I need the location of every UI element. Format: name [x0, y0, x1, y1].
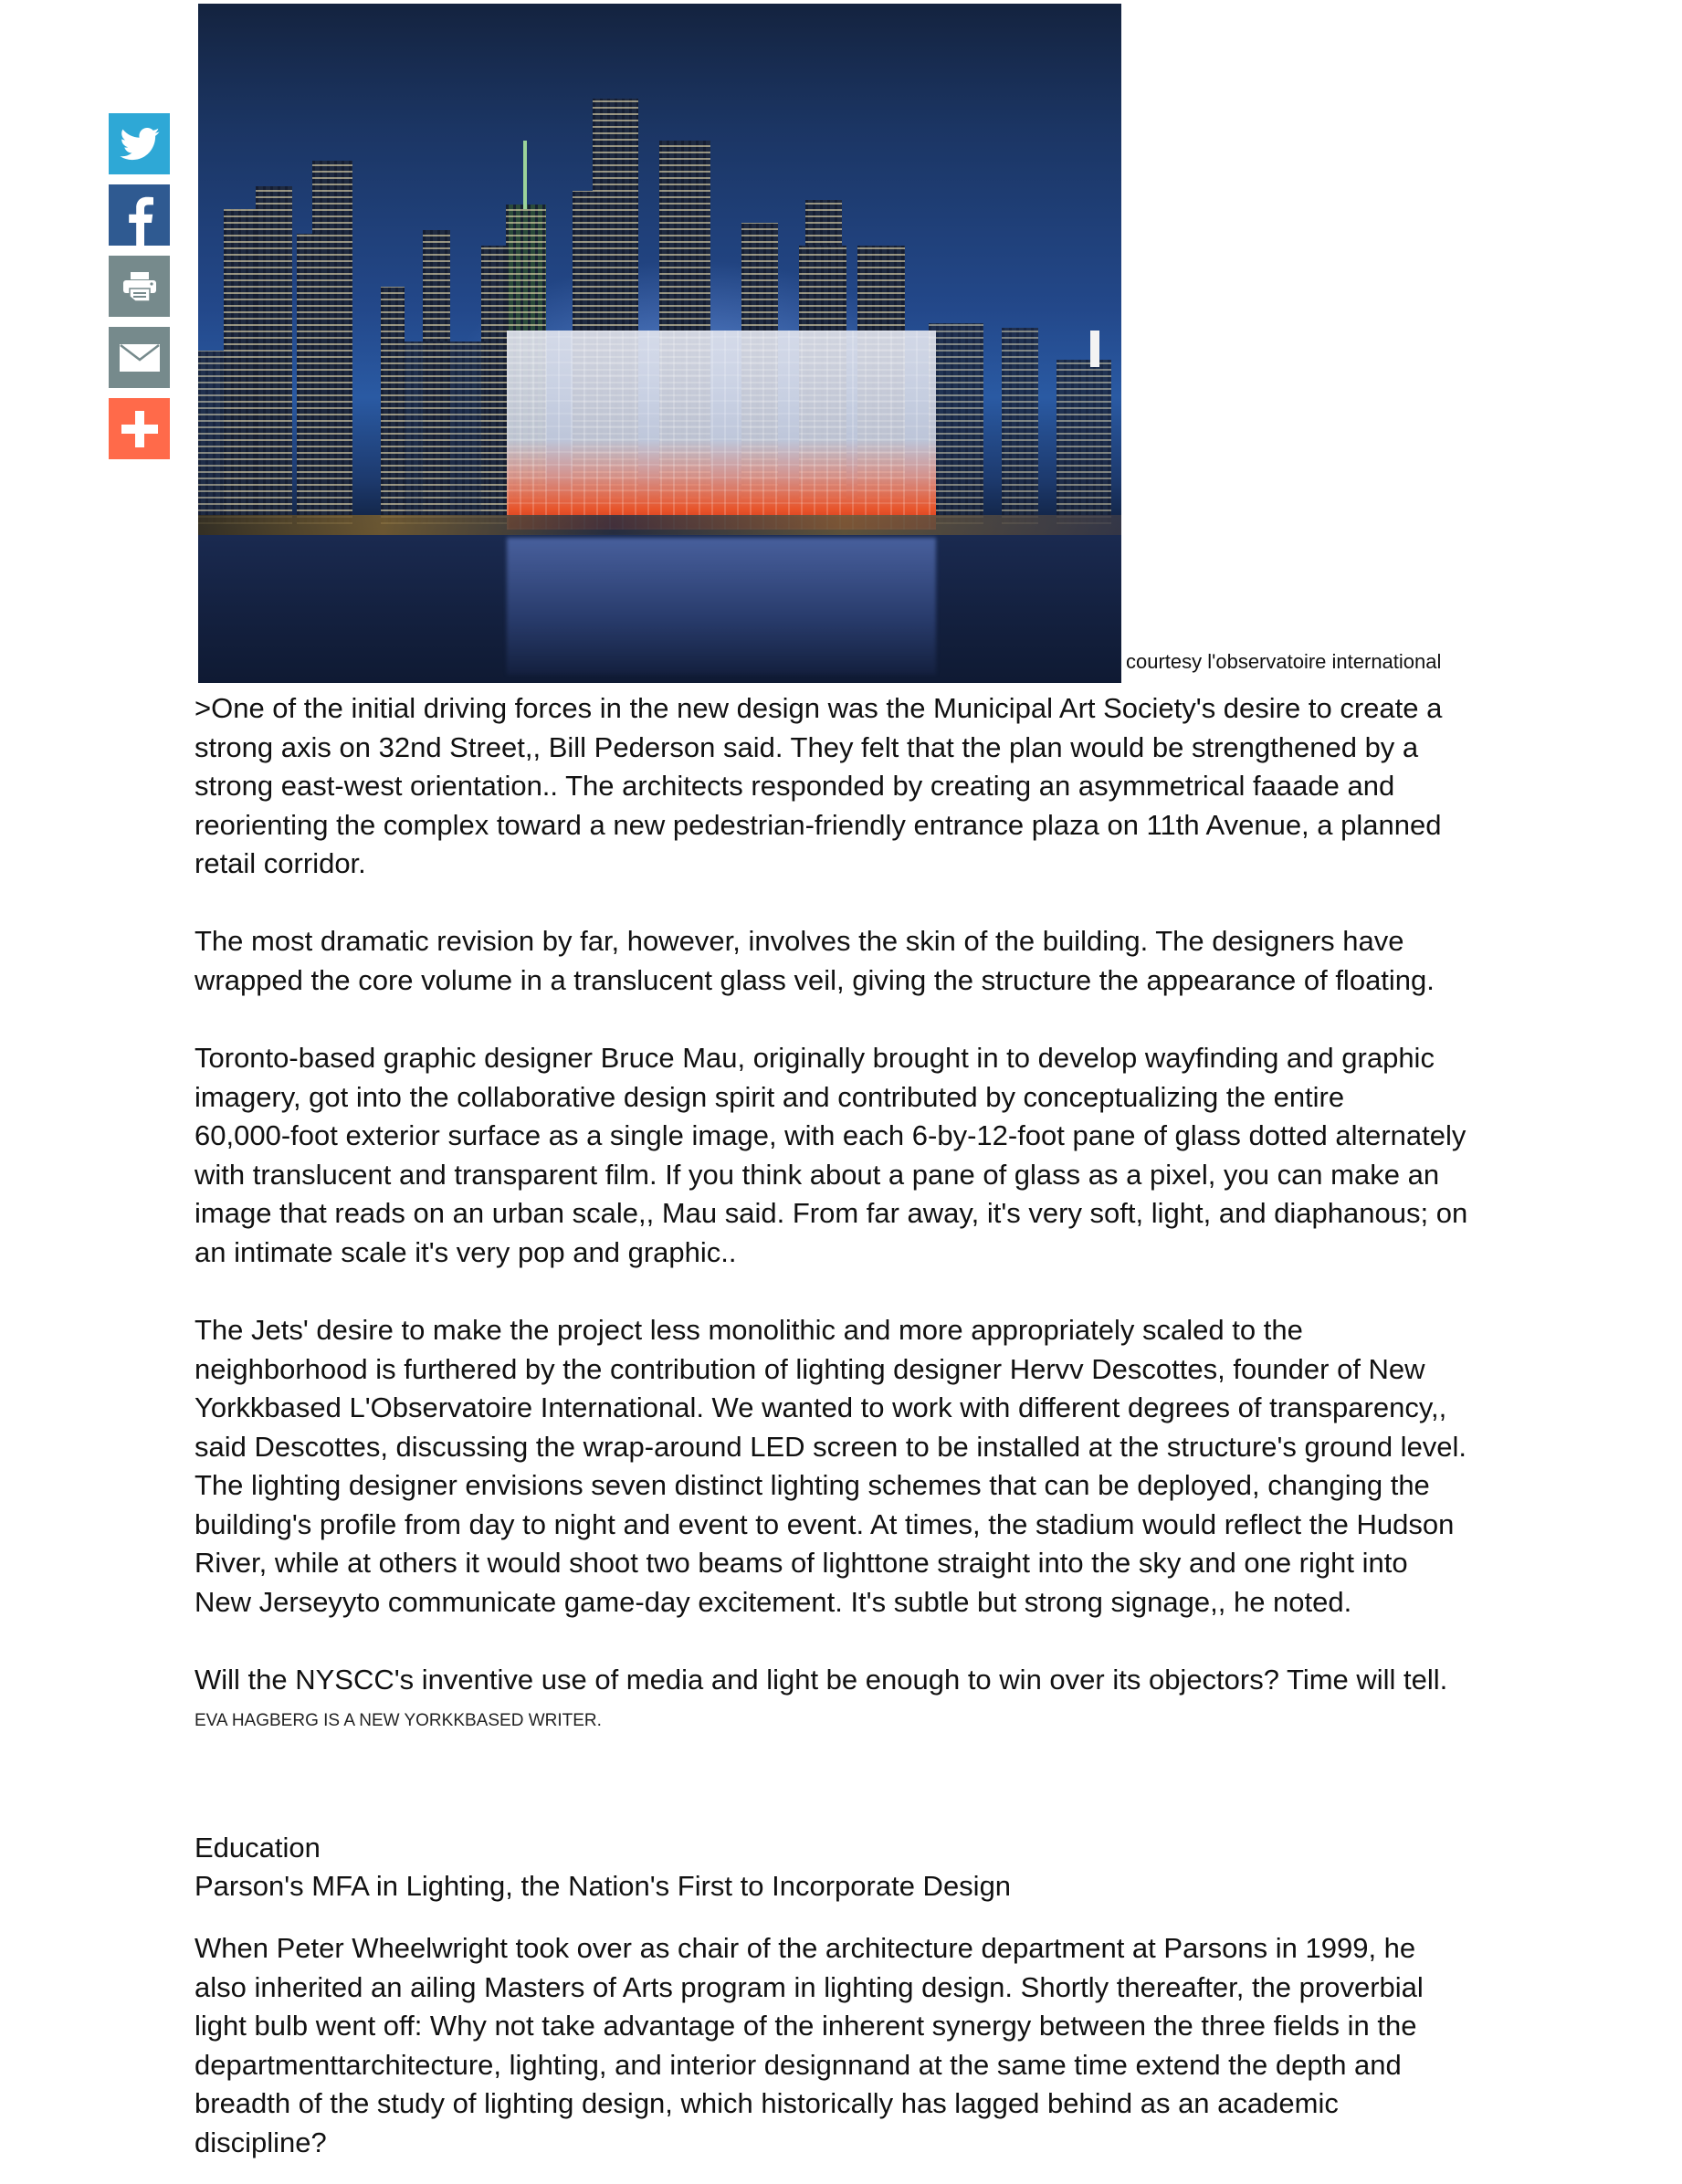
envelope-icon [120, 344, 160, 372]
text-line: with translucent and transparent film. If you think about a pane of glass as a pixel, you can make an [194, 1159, 1440, 1191]
text-line: River, while at others it would shoot two beams of lighttone straight into the sky and one right into [194, 1547, 1408, 1579]
text-line: 60,000-foot exterior surface as a single image, with each 6-by-12-foot pane of glass dotted alternately [194, 1119, 1466, 1151]
text-line: discipline? [194, 2126, 327, 2158]
text-line: The lighting designer envisions seven distinct lighting schemes that can be deployed, changing the [194, 1469, 1430, 1501]
skyscraper [297, 234, 324, 524]
plus-icon [121, 411, 158, 447]
skyscraper [929, 323, 983, 524]
print-button[interactable] [109, 256, 170, 317]
text-line: also inherited an ailing Masters of Arts program in lighting design. Shortly thereafter, the proverbial [194, 1971, 1424, 2003]
empire-spire [523, 141, 527, 209]
facebook-share-button[interactable] [109, 184, 170, 246]
skyscraper [1002, 328, 1038, 524]
shoreline [198, 515, 1121, 535]
skyscraper [256, 186, 292, 524]
skyscraper [381, 287, 405, 524]
skyscraper [224, 209, 258, 524]
text-line: departmenttarchitecture, lighting, and interior designnand at the same time extend the depth and [194, 2049, 1402, 2081]
email-button[interactable] [109, 327, 170, 388]
stadium-reflection [507, 538, 936, 675]
text-line: image that reads on an urban scale,, Mau said. From far away, it's very soft, light, and diaphanous; on [194, 1197, 1468, 1229]
text-line: When Peter Wheelwright took over as chair of the architecture department at Parsons in 1999, he [194, 1932, 1416, 1964]
more-share-button[interactable] [109, 398, 170, 459]
text-line: reorienting the complex toward a new pedestrian-friendly entrance plaza on 11th Avenue, a planned [194, 809, 1442, 841]
text-line: The Jets' desire to make the project less monolithic and more appropriately scaled to the [194, 1314, 1303, 1346]
text-line: an intimate scale it's very pop and graphic.. [194, 1236, 737, 1268]
text-line: strong east-west orientation.. The architects responded by creating an asymmetrical faaade and [194, 770, 1395, 802]
text-line: said Descottes, discussing the wrap-around LED screen to be installed at the structure's ground level. [194, 1431, 1467, 1463]
printer-icon [122, 271, 157, 302]
skyscraper [198, 351, 224, 524]
text-line: breadth of the study of lighting design, which historically has lagged behind as an academic [194, 2087, 1339, 2119]
text-line: strong axis on 32nd Street,, Bill Pederson said. They felt that the plan would be strengthened by a [194, 731, 1419, 763]
text-line: Will the NYSCC's inventive use of media and light be enough to win over its objectors? Time will tell. [194, 1664, 1448, 1696]
text-line: light bulb went off: Why not take advantage of the inherent synergy between the three fields in the [194, 2010, 1417, 2042]
text-line: wrapped the core volume in a translucent glass veil, giving the structure the appearance of floating. [194, 964, 1435, 996]
hero-image [198, 4, 1121, 683]
text-line: New Jerseyyto communicate game-day excitement. It's subtle but strong signage,, he noted. [194, 1586, 1352, 1618]
twitter-share-button[interactable] [109, 113, 170, 174]
section-category: Education [194, 1832, 321, 1864]
skyscraper [1057, 360, 1111, 524]
text-line: The most dramatic revision by far, however, involves the skin of the building. The designers have [194, 925, 1404, 957]
text-line: retail corridor. [194, 847, 366, 879]
author-byline: EVA HAGBERG IS A NEW YORKKBASED WRITER. [194, 1711, 602, 1730]
chrysler-spire [1090, 331, 1099, 367]
image-caption: courtesy l'observatoire international [1126, 650, 1442, 673]
text-line: Toronto-based graphic designer Bruce Mau, originally brought in to develop wayfinding and graphic [194, 1042, 1435, 1074]
skyscraper [404, 341, 486, 524]
text-line: imagery, got into the collaborative design spirit and contributed by conceptualizing the entire [194, 1081, 1345, 1113]
facebook-f-icon [126, 194, 153, 246]
text-line: building's profile from day to night and event to event. At times, the stadium would reflect the Hudson [194, 1508, 1455, 1540]
stadium-rendering [507, 331, 936, 530]
text-line: Yorkkbased L'Observatoire International. We wanted to work with different degrees of transparency,, [194, 1391, 1447, 1423]
article-title: Parson's MFA in Lighting, the Nation's First to Incorporate Design [194, 1870, 1012, 1902]
twitter-bird-icon [120, 128, 160, 161]
text-line: >One of the initial driving forces in the new design was the Municipal Art Society's desire to create a [194, 692, 1443, 724]
text-line: neighborhood is furthered by the contribution of lighting designer Hervv Descottes, founder of New [194, 1353, 1425, 1385]
